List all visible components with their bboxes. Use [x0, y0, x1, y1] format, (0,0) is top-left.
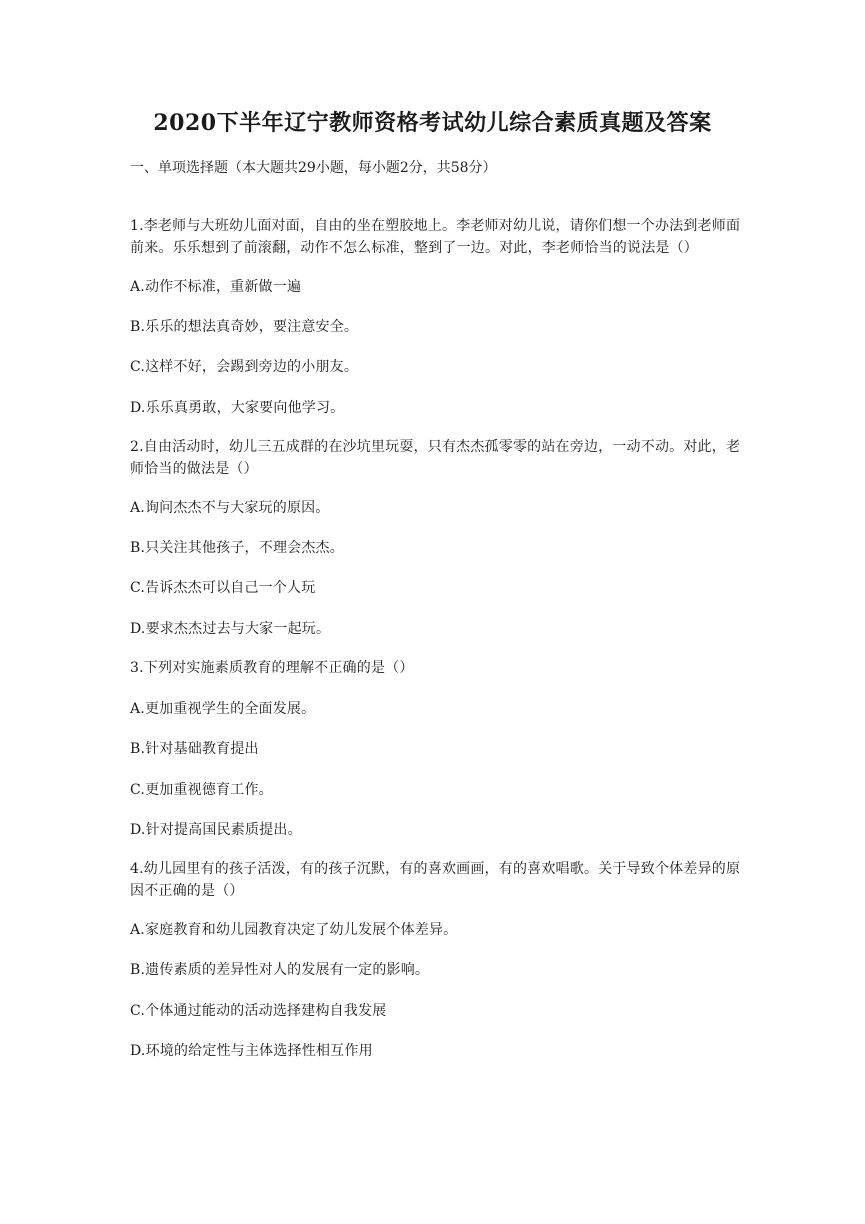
question-2-option-a: A.询问杰杰不与大家玩的原因。 — [130, 500, 330, 516]
question-4-option-a: A.家庭教育和幼儿园教育决定了幼儿发展个体差异。 — [130, 922, 458, 938]
section-heading: 一、单项选择题（本大题共29小题，每小题2分，共58分） — [130, 160, 497, 176]
question-3-stem: 3.下列对实施素质教育的理解不正确的是（） — [130, 660, 414, 676]
question-4-option-d: D.环境的给定性与主体选择性相互作用 — [130, 1043, 373, 1059]
question-1-option-d: D.乐乐真勇敢，大家要向他学习。 — [130, 400, 345, 416]
document-title: 2020下半年辽宁教师资格考试幼儿综合素质真题及答案 — [153, 110, 712, 136]
question-2-option-c: C.告诉杰杰可以自己一个人玩 — [130, 580, 316, 596]
question-3-option-c: C.更加重视德育工作。 — [130, 782, 273, 798]
question-2-stem: 2.自由活动时，幼儿三五成群的在沙坑里玩耍，只有杰杰孤零零的站在旁边，一动不动。对此，老师恰当的做法是（） — [130, 439, 741, 477]
question-2-option-d: D.要求杰杰过去与大家一起玩。 — [130, 621, 331, 637]
question-1-option-a: A.动作不标准，重新做一遍 — [130, 279, 302, 295]
question-3-option-b: B.针对基础教育提出 — [130, 741, 259, 757]
question-3-option-d: D.针对提高国民素质提出。 — [130, 822, 302, 838]
question-1-option-b: B.乐乐的想法真奇妙，要注意安全。 — [130, 319, 359, 335]
question-1-option-c: C.这样不好，会踢到旁边的小朋友。 — [130, 359, 359, 375]
question-4-option-b: B.遗传素质的差异性对人的发展有一定的影响。 — [130, 962, 430, 978]
question-2-option-b: B.只关注其他孩子，不理会杰杰。 — [130, 540, 344, 556]
question-1-stem: 1.李老师与大班幼儿面对面，自由的坐在塑胶地上。李老师对幼儿说，请你们想一个办法到老师面前来。乐乐想到了前滚翻，动作不怎么标准，整到了一边。对此，李老师恰当的说法是（） — [130, 218, 741, 256]
question-4-stem: 4.幼儿园里有的孩子活泼，有的孩子沉默，有的喜欢画画，有的喜欢唱歌。关于导致个体差异的原因不正确的是（） — [130, 861, 741, 899]
question-4-option-c: C.个体通过能动的活动选择建构自我发展 — [130, 1003, 387, 1019]
question-3-option-a: A.更加重视学生的全面发展。 — [130, 701, 316, 717]
